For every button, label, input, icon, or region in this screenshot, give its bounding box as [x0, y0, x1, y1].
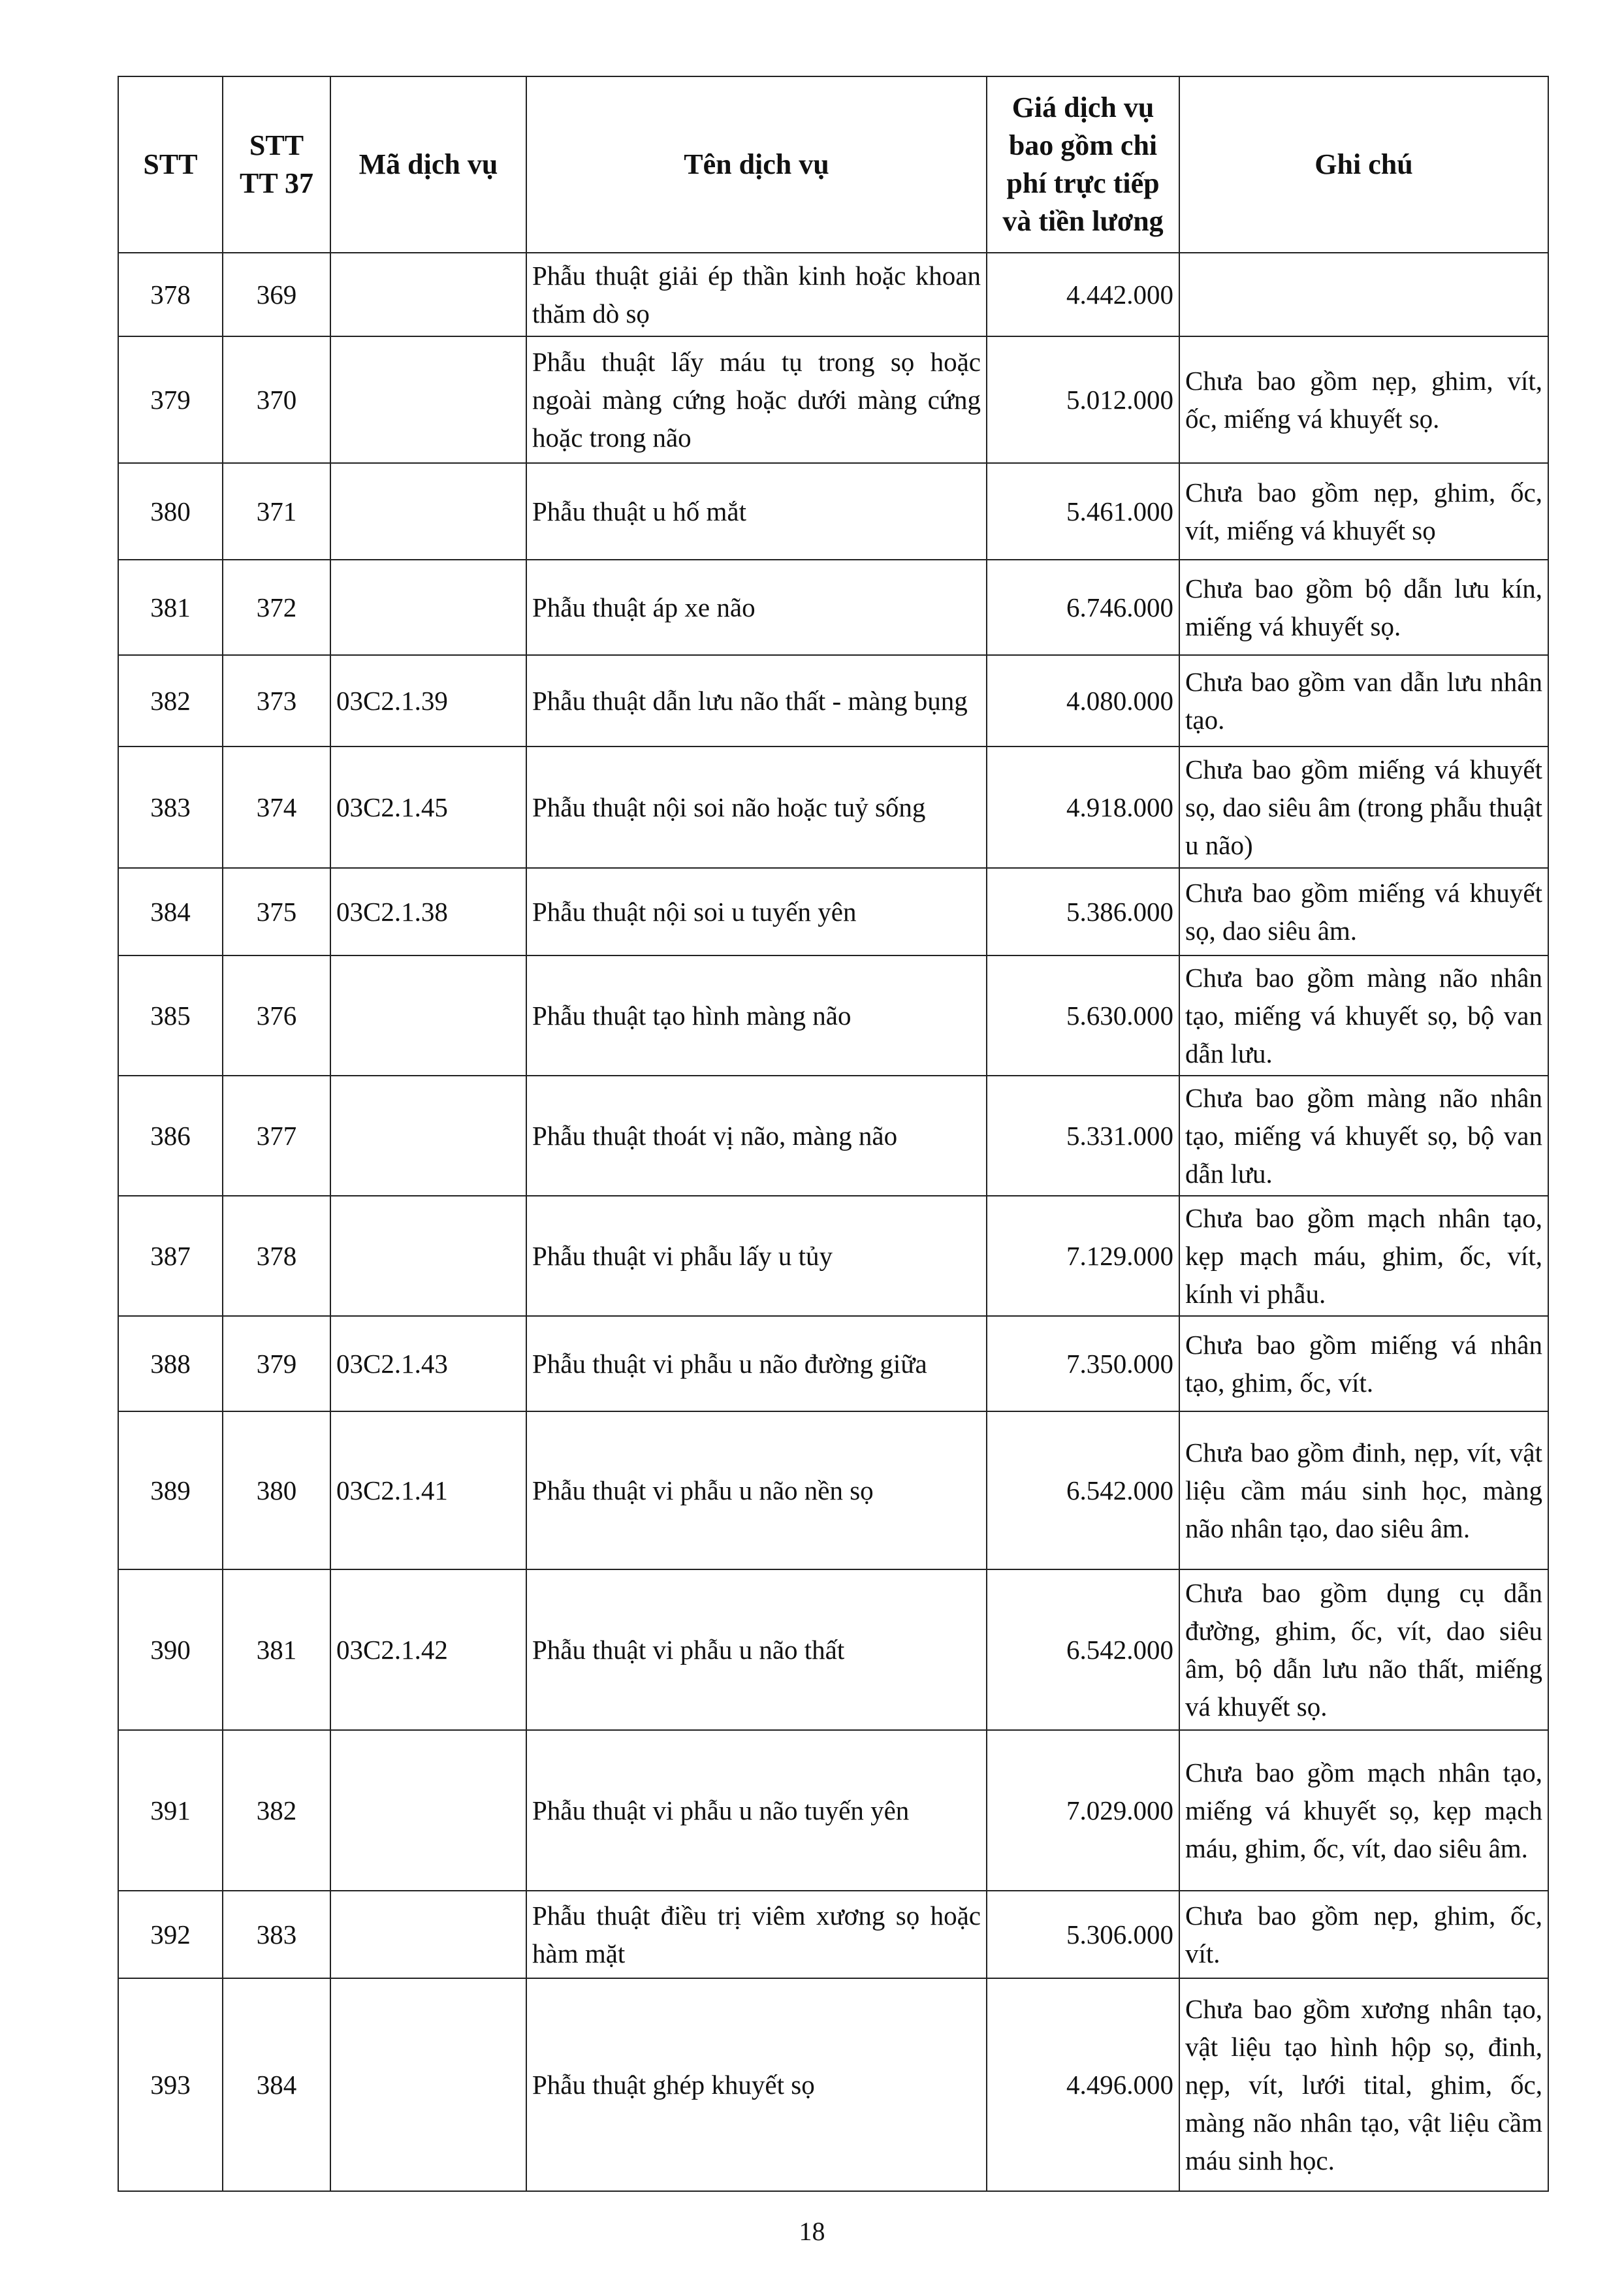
table-row — [118, 1076, 1548, 1196]
cell-note: Chưa bao gồm mạch nhân tạo, kẹp mạch máu, ghim, ốc, vít, kính vi phẫu. — [1179, 1196, 1548, 1316]
cell-note — [1179, 253, 1548, 336]
cell-price: 5.306.000 — [987, 1891, 1179, 1978]
cell-service-code — [330, 336, 526, 463]
cell-price: 5.331.000 — [987, 1076, 1179, 1196]
cell-price: 6.542.000 — [987, 1411, 1179, 1569]
cell-price: 7.029.000 — [987, 1730, 1179, 1891]
cell-stt: 393 — [118, 1978, 223, 2191]
cell-service-code — [330, 1891, 526, 1978]
cell-service-name: Phẫu thuật áp xe não — [526, 560, 987, 655]
cell-service-code: 03C2.1.43 — [330, 1316, 526, 1411]
cell-stt: 385 — [118, 955, 223, 1076]
table-row — [118, 655, 1548, 746]
cell-service-name: Phẫu thuật dẫn lưu não thất - màng bụng — [526, 655, 987, 746]
service-price-table — [118, 76, 1549, 2192]
cell-stt-tt37: 369 — [223, 253, 330, 336]
cell-service-code: 03C2.1.41 — [330, 1411, 526, 1569]
table-row — [118, 253, 1548, 336]
cell-note: Chưa bao gồm đinh, nẹp, vít, vật liệu cầm máu sinh học, màng não nhân tạo, dao siêu âm. — [1179, 1411, 1548, 1569]
cell-stt: 389 — [118, 1411, 223, 1569]
cell-price: 5.461.000 — [987, 463, 1179, 560]
cell-note: Chưa bao gồm van dẫn lưu nhân tạo. — [1179, 655, 1548, 746]
cell-stt-tt37: 377 — [223, 1076, 330, 1196]
table-row — [118, 463, 1548, 560]
cell-note: Chưa bao gồm nẹp, ghim, ốc, vít. — [1179, 1891, 1548, 1978]
table-row — [118, 1569, 1548, 1730]
cell-service-name: Phẫu thuật nội soi não hoặc tuỷ sống — [526, 746, 987, 868]
cell-service-name: Phẫu thuật lấy máu tụ trong sọ hoặc ngoài màng cứng hoặc dưới màng cứng hoặc trong não — [526, 336, 987, 463]
cell-stt-tt37: 383 — [223, 1891, 330, 1978]
cell-service-code — [330, 560, 526, 655]
table-row — [118, 868, 1548, 955]
cell-service-code: 03C2.1.38 — [330, 868, 526, 955]
cell-service-name: Phẫu thuật giải ép thần kinh hoặc khoan thăm dò sọ — [526, 253, 987, 336]
table-row — [118, 336, 1548, 463]
cell-service-code: 03C2.1.39 — [330, 655, 526, 746]
table-header-row — [118, 76, 1548, 253]
cell-note: Chưa bao gồm miếng vá khuyết sọ, dao siêu âm. — [1179, 868, 1548, 955]
cell-stt-tt37: 373 — [223, 655, 330, 746]
cell-price: 6.542.000 — [987, 1569, 1179, 1730]
cell-stt-tt37: 374 — [223, 746, 330, 868]
cell-price: 5.012.000 — [987, 336, 1179, 463]
cell-stt: 383 — [118, 746, 223, 868]
cell-note: Chưa bao gồm bộ dẫn lưu kín, miếng vá khuyết sọ. — [1179, 560, 1548, 655]
cell-service-code — [330, 955, 526, 1076]
header-price: Giá dịch vụ bao gồm chi phí trực tiếp và tiền lương — [987, 76, 1179, 253]
cell-note: Chưa bao gồm nẹp, ghim, ốc, vít, miếng vá khuyết sọ — [1179, 463, 1548, 560]
cell-service-name: Phẫu thuật thoát vị não, màng não — [526, 1076, 987, 1196]
page-number: 18 — [799, 2217, 825, 2246]
header-stt-tt37: STT TT 37 — [223, 76, 330, 253]
cell-service-code — [330, 1196, 526, 1316]
cell-service-name: Phẫu thuật u hố mắt — [526, 463, 987, 560]
cell-stt: 392 — [118, 1891, 223, 1978]
cell-stt-tt37: 379 — [223, 1316, 330, 1411]
cell-price: 6.746.000 — [987, 560, 1179, 655]
cell-note: Chưa bao gồm miếng vá khuyết sọ, dao siêu âm (trong phẫu thuật u não) — [1179, 746, 1548, 868]
cell-service-name: Phẫu thuật vi phẫu lấy u tủy — [526, 1196, 987, 1316]
cell-stt: 386 — [118, 1076, 223, 1196]
cell-stt-tt37: 371 — [223, 463, 330, 560]
cell-price: 4.918.000 — [987, 746, 1179, 868]
cell-service-code — [330, 1978, 526, 2191]
cell-stt-tt37: 376 — [223, 955, 330, 1076]
cell-note: Chưa bao gồm màng não nhân tạo, miếng vá khuyết sọ, bộ van dẫn lưu. — [1179, 1076, 1548, 1196]
cell-stt: 380 — [118, 463, 223, 560]
cell-note: Chưa bao gồm nẹp, ghim, vít, ốc, miếng vá khuyết sọ. — [1179, 336, 1548, 463]
cell-price: 5.630.000 — [987, 955, 1179, 1076]
cell-service-code — [330, 253, 526, 336]
cell-note: Chưa bao gồm dụng cụ dẫn đường, ghim, ốc, vít, dao siêu âm, bộ dẫn lưu não thất, miếng vá khuyết sọ. — [1179, 1569, 1548, 1730]
cell-stt: 382 — [118, 655, 223, 746]
header-service-name: Tên dịch vụ — [526, 76, 987, 253]
table-row — [118, 1978, 1548, 2191]
cell-stt-tt37: 384 — [223, 1978, 330, 2191]
header-note: Ghi chú — [1179, 76, 1548, 253]
cell-service-name: Phẫu thuật tạo hình màng não — [526, 955, 987, 1076]
cell-price: 7.350.000 — [987, 1316, 1179, 1411]
cell-stt-tt37: 370 — [223, 336, 330, 463]
cell-stt: 379 — [118, 336, 223, 463]
cell-stt: 378 — [118, 253, 223, 336]
cell-stt: 390 — [118, 1569, 223, 1730]
cell-note: Chưa bao gồm miếng vá nhân tạo, ghim, ốc, vít. — [1179, 1316, 1548, 1411]
cell-price: 7.129.000 — [987, 1196, 1179, 1316]
table-row — [118, 560, 1548, 655]
cell-service-code — [330, 463, 526, 560]
cell-price: 4.496.000 — [987, 1978, 1179, 2191]
header-stt: STT — [118, 76, 223, 253]
cell-service-code — [330, 1076, 526, 1196]
table-row — [118, 1411, 1548, 1569]
table-row — [118, 1730, 1548, 1891]
cell-price: 4.080.000 — [987, 655, 1179, 746]
cell-stt-tt37: 378 — [223, 1196, 330, 1316]
cell-stt-tt37: 381 — [223, 1569, 330, 1730]
table-row — [118, 1196, 1548, 1316]
table-row — [118, 955, 1548, 1076]
cell-stt-tt37: 380 — [223, 1411, 330, 1569]
cell-note: Chưa bao gồm màng não nhân tạo, miếng vá khuyết sọ, bộ van dẫn lưu. — [1179, 955, 1548, 1076]
cell-service-name: Phẫu thuật ghép khuyết sọ — [526, 1978, 987, 2191]
cell-note: Chưa bao gồm xương nhân tạo, vật liệu tạo hình hộp sọ, đinh, nẹp, vít, lưới tital, ghim, ốc, màng não nhân tạo, vật liệu cầm máu sinh học. — [1179, 1978, 1548, 2191]
table-row — [118, 746, 1548, 868]
cell-service-name: Phẫu thuật vi phẫu u não thất — [526, 1569, 987, 1730]
header-service-code: Mã dịch vụ — [330, 76, 526, 253]
cell-service-name: Phẫu thuật nội soi u tuyến yên — [526, 868, 987, 955]
cell-stt: 381 — [118, 560, 223, 655]
cell-service-code — [330, 1730, 526, 1891]
cell-stt: 387 — [118, 1196, 223, 1316]
cell-service-code: 03C2.1.42 — [330, 1569, 526, 1730]
cell-stt: 384 — [118, 868, 223, 955]
cell-service-code: 03C2.1.45 — [330, 746, 526, 868]
cell-price: 4.442.000 — [987, 253, 1179, 336]
table-row — [118, 1891, 1548, 1978]
cell-service-name: Phẫu thuật vi phẫu u não nền sọ — [526, 1411, 987, 1569]
cell-stt: 391 — [118, 1730, 223, 1891]
cell-service-name: Phẫu thuật điều trị viêm xương sọ hoặc hàm mặt — [526, 1891, 987, 1978]
cell-note: Chưa bao gồm mạch nhân tạo, miếng vá khuyết sọ, kẹp mạch máu, ghim, ốc, vít, dao siêu âm. — [1179, 1730, 1548, 1891]
cell-price: 5.386.000 — [987, 868, 1179, 955]
cell-stt-tt37: 382 — [223, 1730, 330, 1891]
cell-stt: 388 — [118, 1316, 223, 1411]
table-row — [118, 1316, 1548, 1411]
cell-stt-tt37: 375 — [223, 868, 330, 955]
cell-service-name: Phẫu thuật vi phẫu u não tuyến yên — [526, 1730, 987, 1891]
cell-service-name: Phẫu thuật vi phẫu u não đường giữa — [526, 1316, 987, 1411]
cell-stt-tt37: 372 — [223, 560, 330, 655]
